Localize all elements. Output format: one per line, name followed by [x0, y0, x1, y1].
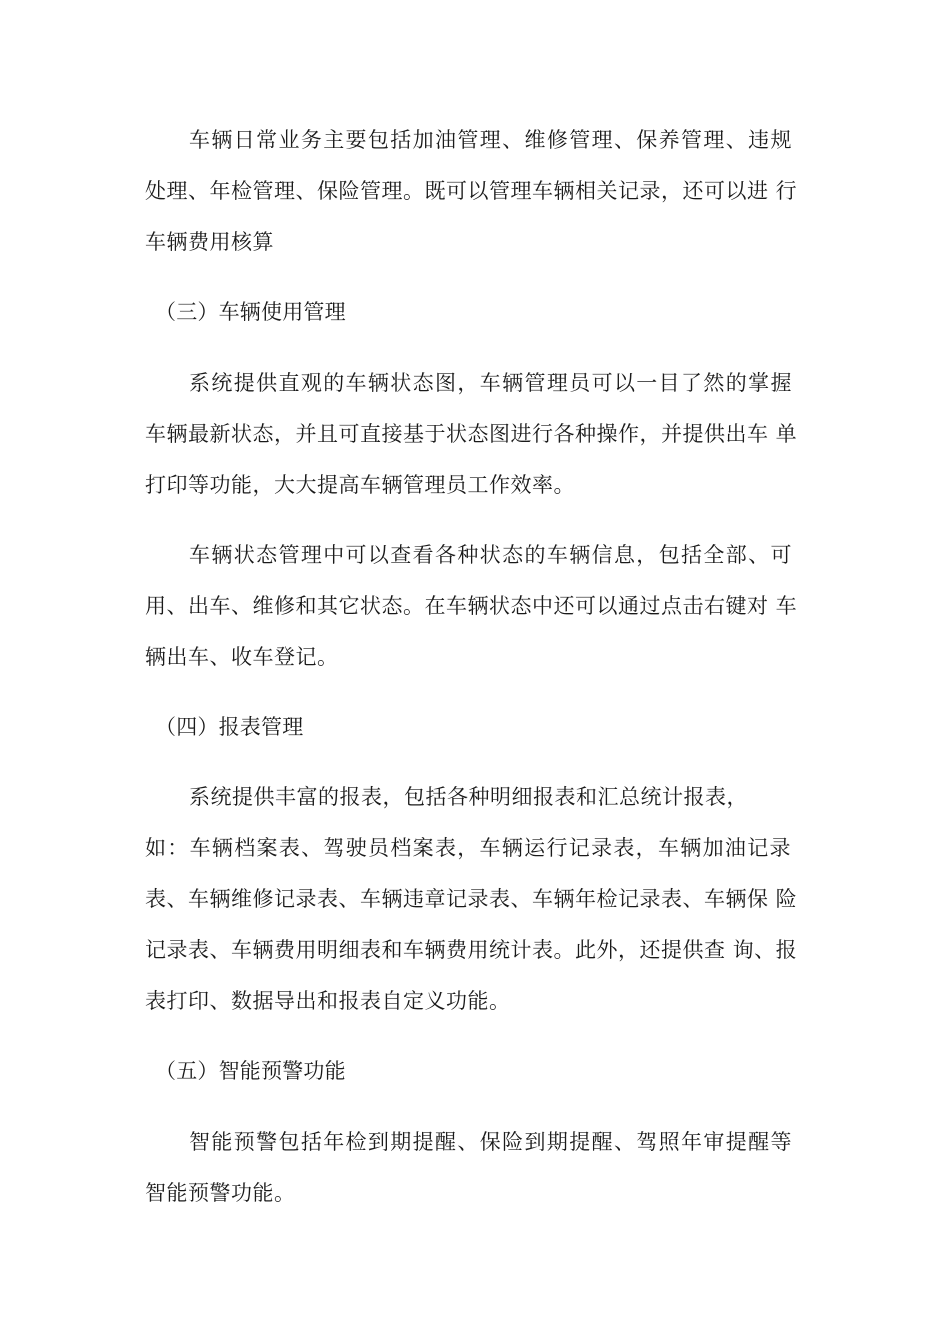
- paragraph-3-line-1: 车辆状态管理中可以查看各种状态的车辆信息，包括全部、可: [189, 543, 792, 567]
- paragraph-4-line-5: 表打印、数据导出和报表自定义功能。: [145, 989, 511, 1013]
- paragraph-2-line-3: 打印等功能，大大提高车辆管理员工作效率。: [145, 473, 575, 497]
- paragraph-3-line-3: 辆出车、收车登记。: [145, 645, 339, 669]
- paragraph-4-line-2: 如：车辆档案表、驾驶员档案表，车辆运行记录表，车辆加油记录: [145, 836, 791, 860]
- paragraph-5-line-1: 智能预警包括年检到期提醒、保险到期提醒、驾照年审提醒等: [189, 1130, 792, 1154]
- paragraph-4-line-4: 记录表、车辆费用明细表和车辆费用统计表。此外，还提供查 询、报: [145, 938, 798, 962]
- paragraph-1-line-2: 处理、年检管理、保险管理。既可以管理车辆相关记录，还可以进 行: [145, 179, 798, 203]
- paragraph-1-line-1: 车辆日常业务主要包括加油管理、维修管理、保养管理、违规: [189, 128, 792, 152]
- paragraph-1-line-3: 车辆费用核算: [145, 230, 274, 254]
- section-heading-3: （三）车辆使用管理: [155, 300, 346, 324]
- paragraph-5-line-2: 智能预警功能。: [145, 1181, 296, 1205]
- paragraph-2-line-2: 车辆最新状态，并且可直接基于状态图进行各种操作，并提供出车 单: [145, 422, 798, 446]
- paragraph-4-line-3: 表、车辆维修记录表、车辆违章记录表、车辆年检记录表、车辆保 险: [145, 887, 798, 911]
- paragraph-3-line-2: 用、出车、维修和其它状态。在车辆状态中还可以通过点击右键对 车: [145, 594, 798, 618]
- paragraph-2-line-1: 系统提供直观的车辆状态图，车辆管理员可以一目了然的掌握: [189, 371, 792, 395]
- section-heading-5: （五）智能预警功能: [155, 1059, 346, 1083]
- section-heading-4: （四）报表管理: [155, 715, 304, 739]
- paragraph-4-line-1: 系统提供丰富的报表，包括各种明细报表和汇总统计报表，: [189, 785, 748, 809]
